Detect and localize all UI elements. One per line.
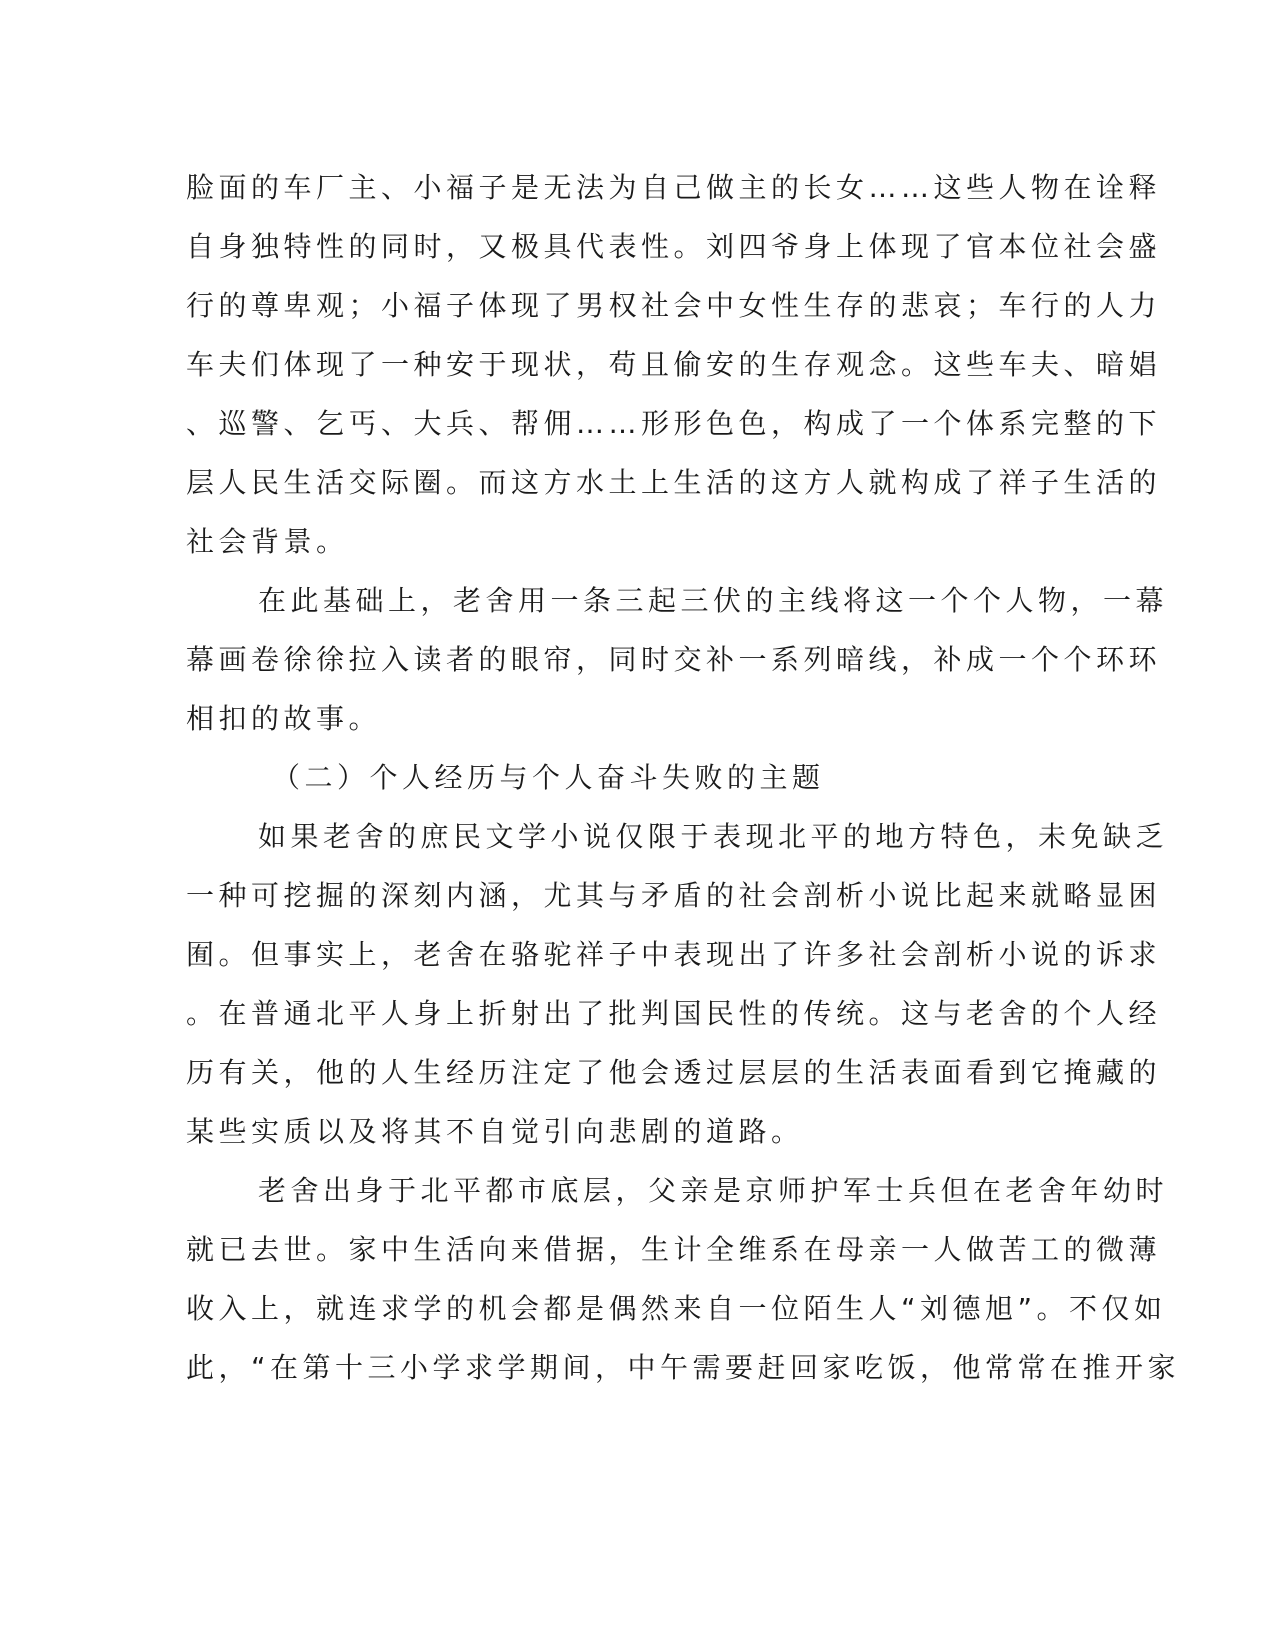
text-line: 。在普通北平人身上折射出了批判国民性的传统。这与老舍的个人经 [186, 997, 1162, 1030]
text-line: 收入上，就连求学的机会都是偶然来自一位陌生人“刘德旭”。不仅如 [186, 1292, 1167, 1325]
text-line: 就已去世。家中生活向来借据，生计全维系在母亲一人做苦工的微薄 [186, 1233, 1162, 1266]
text-line: 囿。但事实上，老舍在骆驼祥子中表现出了许多社会剖析小说的诉求 [186, 938, 1162, 971]
text-line: 车夫们体现了一种安于现状，苟且偷安的生存观念。这些车夫、暗娼 [186, 348, 1162, 381]
text-line: 、巡警、乞丐、大兵、帮佣……形形色色，构成了一个体系完整的下 [186, 407, 1162, 440]
text-line: 某些实质以及将其不自觉引向悲剧的道路。 [186, 1115, 804, 1148]
text-line: 相扣的故事。 [186, 702, 382, 735]
body-text [186, 158, 1181, 1397]
text-line: 自身独特性的同时，又极具代表性。刘四爷身上体现了官本位社会盛 [186, 230, 1162, 263]
text-line: 层人民生活交际圈。而这方水土上生活的这方人就构成了祥子生活的 [186, 466, 1162, 499]
text-line: 行的尊卑观；小福子体现了男权社会中女性生存的悲哀；车行的人力 [186, 289, 1162, 322]
paragraph-start-line: 在此基础上，老舍用一条三起三伏的主线将这一个个人物，一幕 [258, 584, 1169, 617]
text-line: 幕画卷徐徐拉入读者的眼帘，同时交补一系列暗线，补成一个个环环 [186, 643, 1162, 676]
section-heading: （二）个人经历与个人奋斗失败的主题 [272, 761, 825, 794]
paragraph-start-line: 如果老舍的庶民文学小说仅限于表现北平的地方特色，未免缺乏 [258, 820, 1169, 853]
text-line: 社会背景。 [186, 525, 349, 558]
paragraph-start-line: 老舍出身于北平都市底层，父亲是京师护军士兵但在老舍年幼时 [258, 1174, 1169, 1207]
text-line: 脸面的车厂主、小福子是无法为自己做主的长女……这些人物在诠释 [186, 171, 1162, 204]
text-line: 历有关，他的人生经历注定了他会透过层层的生活表面看到它掩藏的 [186, 1056, 1162, 1089]
text-line: 此，“在第十三小学求学期间，中午需要赶回家吃饭，他常常在推开家 [186, 1351, 1181, 1384]
text-line: 一种可挖掘的深刻内涵，尤其与矛盾的社会剖析小说比起来就略显困 [186, 879, 1162, 912]
